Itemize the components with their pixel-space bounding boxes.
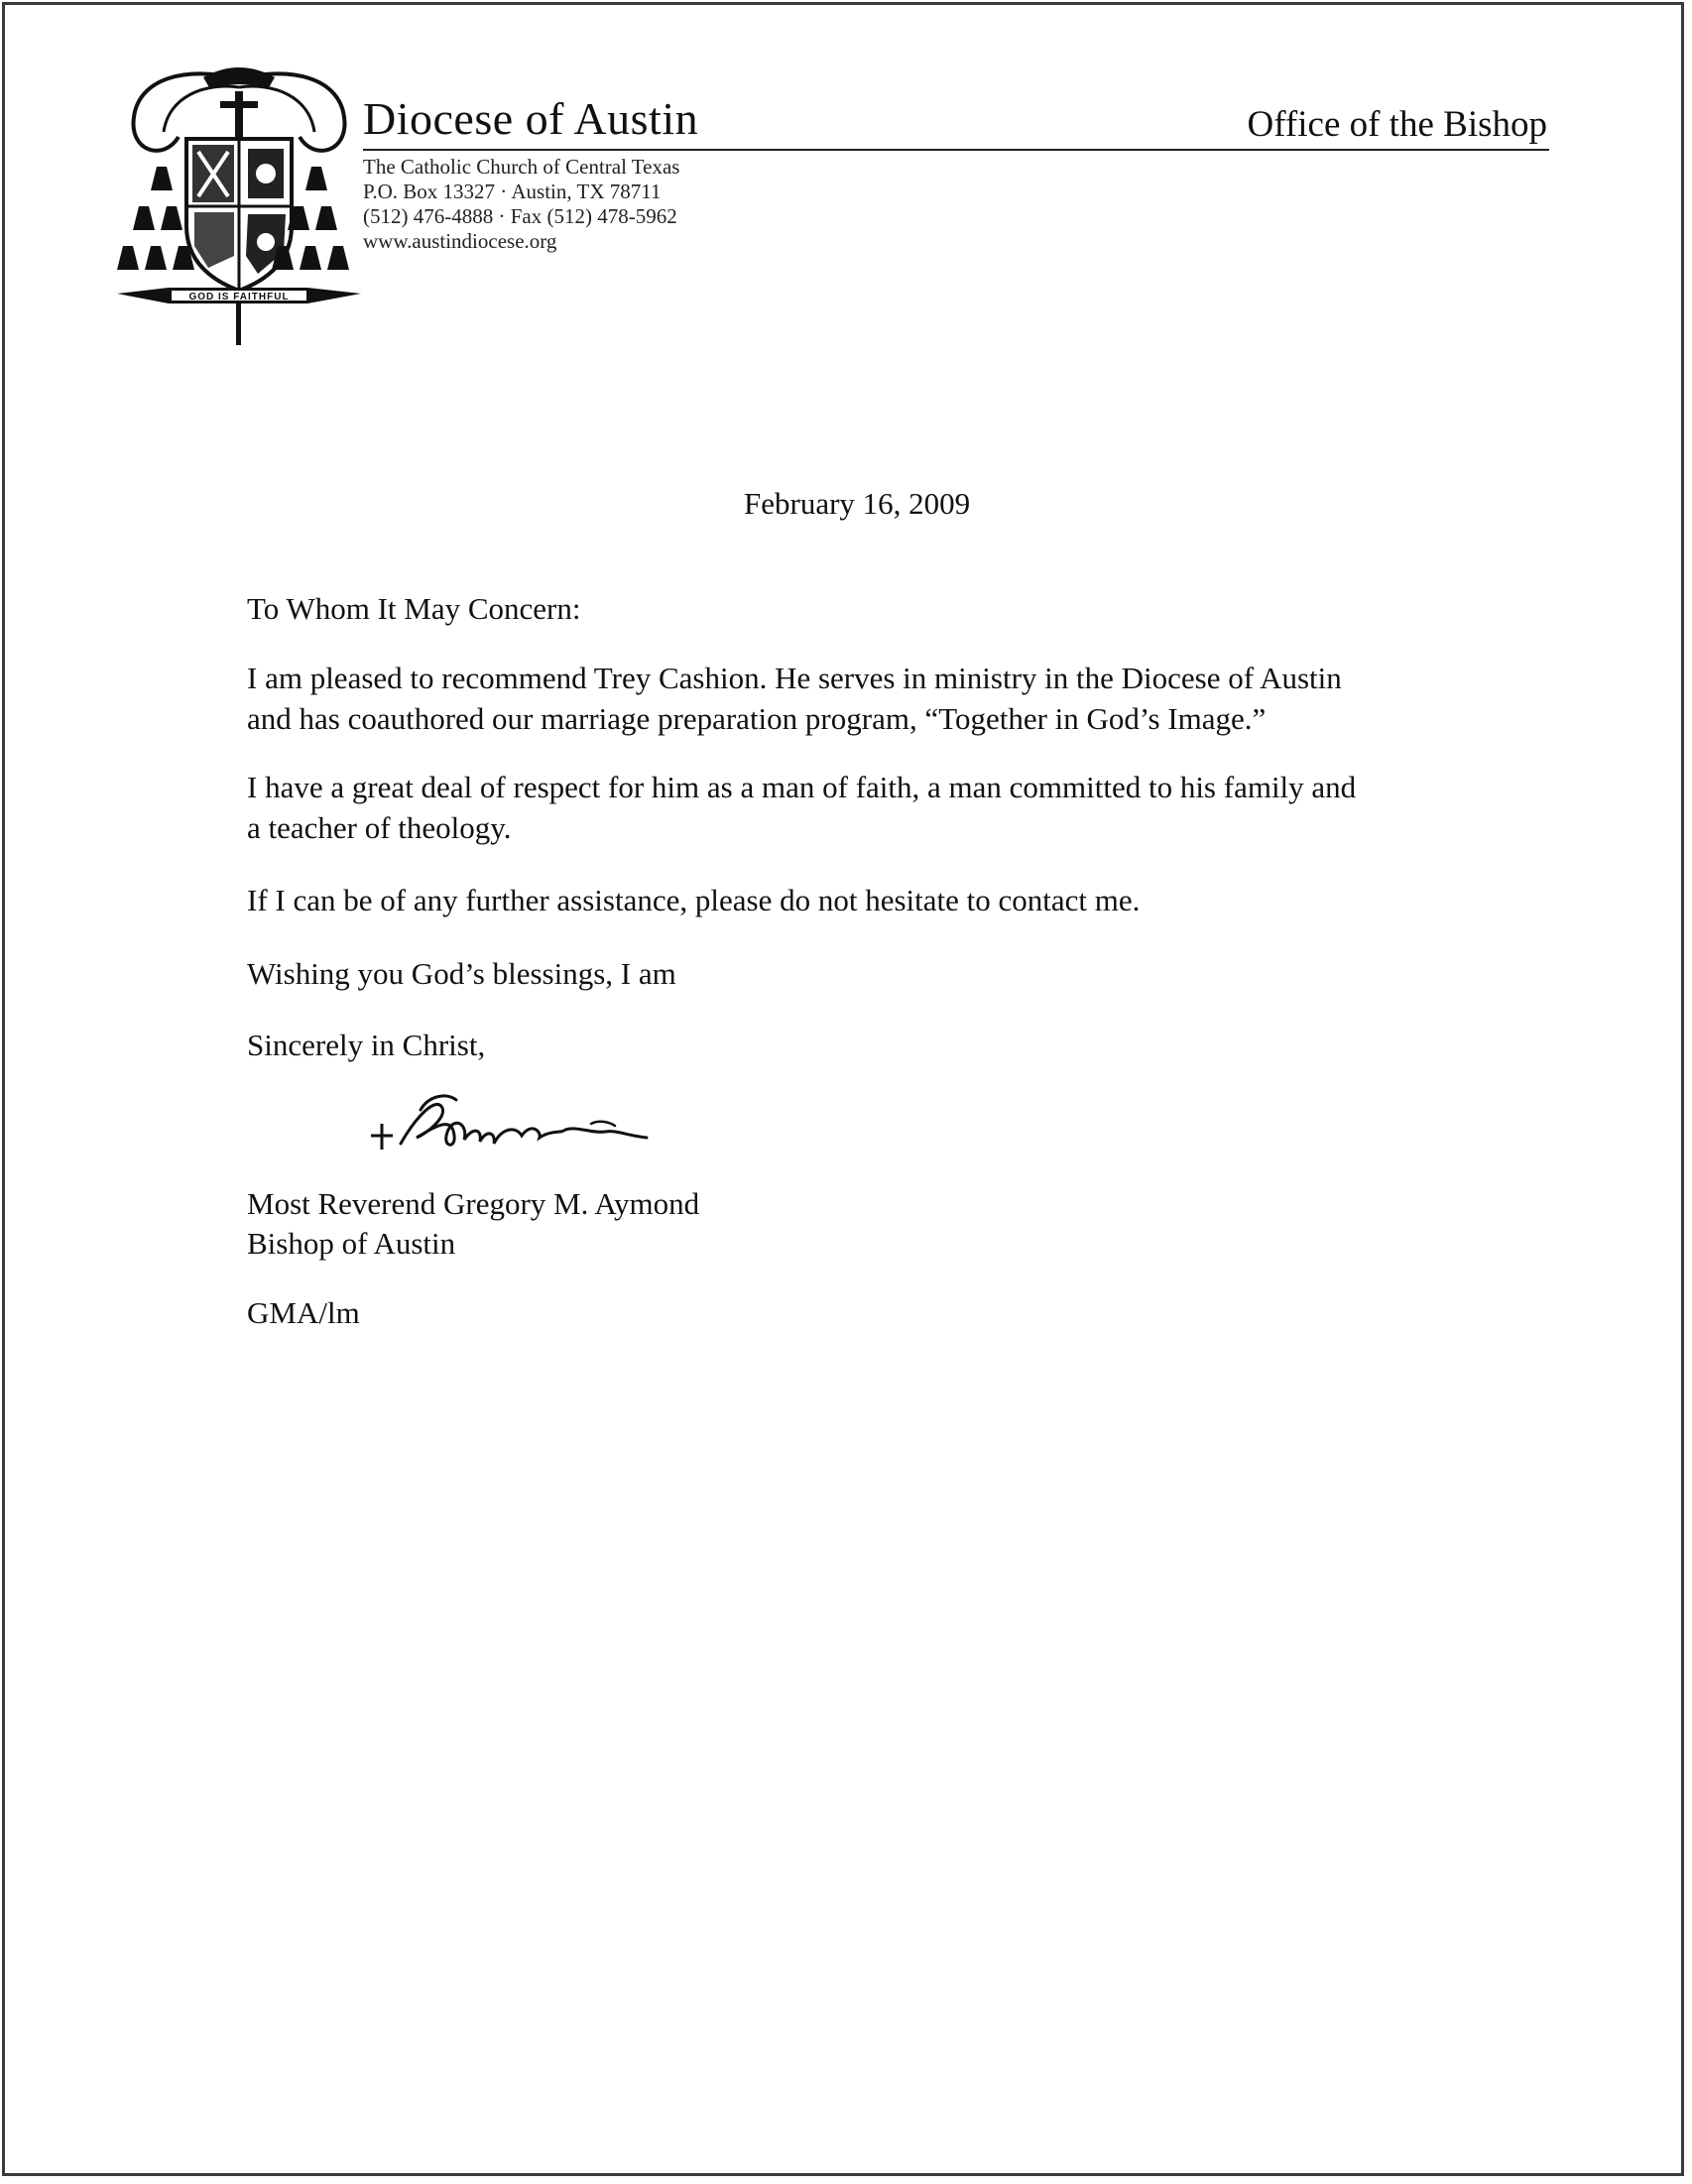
coat-of-arms-icon	[109, 58, 369, 355]
svg-text:GOD IS FAITHFUL: GOD IS FAITHFUL	[188, 292, 290, 303]
address-line: P.O. Box 13327 · Austin, TX 78711	[363, 180, 662, 203]
paragraph-line: a teacher of theology.	[247, 810, 512, 845]
paragraph-assistance: If I can be of any further assistance, please do not hesitate to contact me.	[247, 883, 1141, 917]
paragraph-line: I have a great deal of respect for him as a man of faith, a man committed to his family and	[247, 770, 1357, 804]
paragraph-respect	[247, 767, 1487, 848]
address-line: (512) 476-4888 · Fax (512) 478-5962	[363, 204, 677, 228]
letterhead-address	[363, 155, 679, 254]
paragraph-recommendation	[247, 658, 1487, 739]
signature-icon	[357, 1086, 674, 1165]
letter-date: February 16, 2009	[744, 486, 971, 521]
closing: Sincerely in Christ,	[247, 1028, 486, 1062]
letterhead-rule	[363, 149, 1549, 151]
blessing-line: Wishing you God’s blessings, I am	[247, 956, 676, 991]
website-line: www.austindiocese.org	[363, 229, 557, 253]
salutation: To Whom It May Concern:	[247, 591, 581, 626]
paragraph-line: I am pleased to recommend Trey Cashion. He serves in ministry in the Diocese of Austin	[247, 661, 1342, 695]
signer-title: Bishop of Austin	[247, 1226, 456, 1261]
address-line: The Catholic Church of Central Texas	[363, 155, 680, 179]
signer-name: Most Reverend Gregory M. Aymond	[247, 1186, 700, 1221]
paragraph-line: and has coauthored our marriage preparation program, “Together in God’s Image.”	[247, 701, 1267, 736]
office-title: Office of the Bishop	[1247, 104, 1547, 145]
diocese-name: Diocese of Austin	[363, 93, 699, 144]
reference-initials: GMA/lm	[247, 1295, 360, 1330]
